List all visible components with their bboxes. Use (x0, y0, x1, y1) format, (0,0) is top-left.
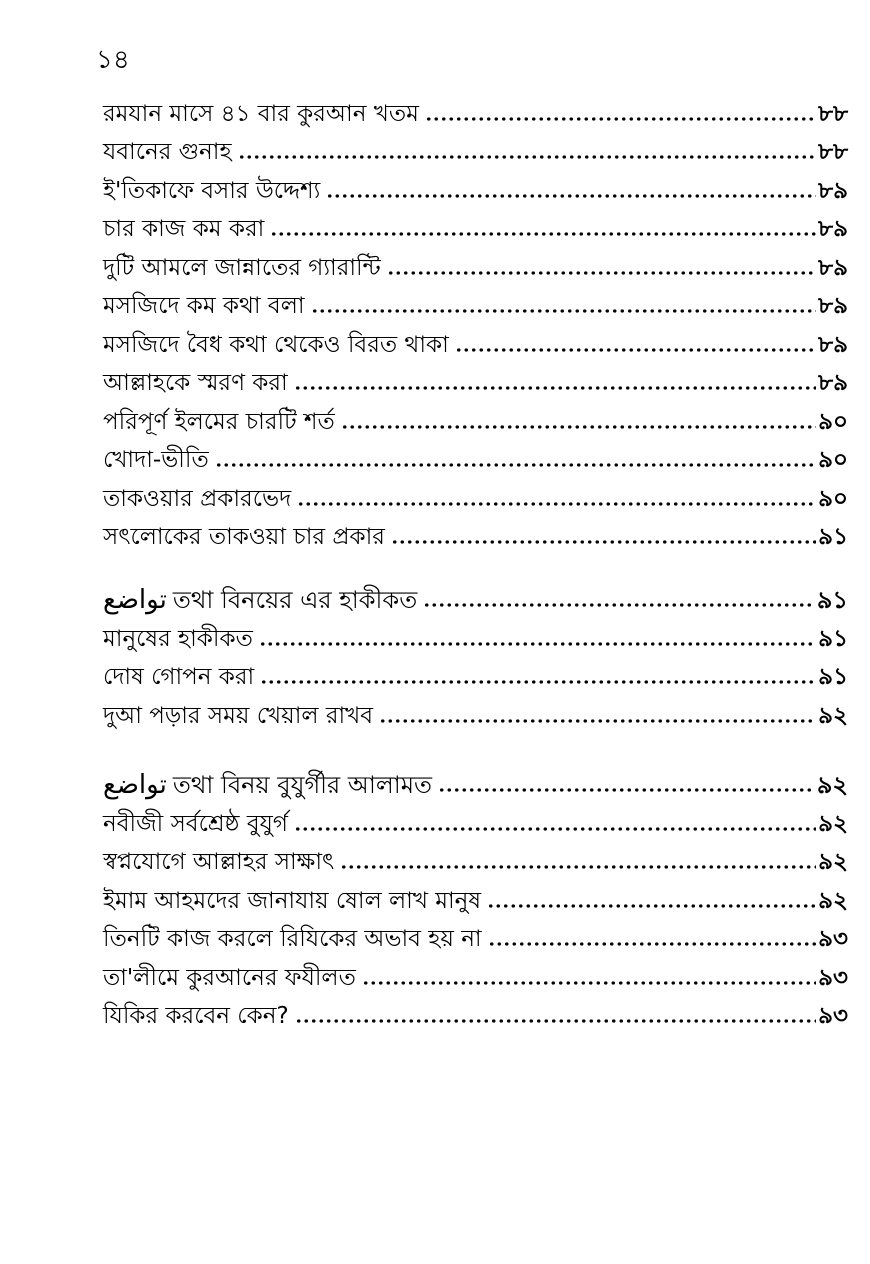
toc-entry-title: আল্লাহকে স্মরণ করা (103, 370, 288, 396)
toc-entry-page: ৯০ (818, 408, 848, 435)
dot-leader (297, 501, 816, 507)
toc-entry-title: ইমাম আহমদের জানাযায় ষোল লাখ মানুষ (103, 887, 482, 914)
toc-heading-title (103, 770, 438, 800)
toc-entry-page: ৯২ (818, 849, 848, 875)
toc-entry-page: ৯২ (818, 810, 848, 837)
toc-entry[interactable] (103, 800, 848, 839)
arabic-term: تواضع (103, 770, 167, 800)
dot-leader (379, 718, 816, 724)
page-number: ১৪ (96, 45, 130, 75)
toc-entry-title: তিনটি কাজ করলে রিযিকের অভাব হয় না (103, 926, 482, 952)
toc-entry-title: মসজিদে বৈধ কথা থেকেও বিরত থাকা (103, 331, 449, 358)
toc-entry-title: দুটি আমলে জান্নাতের গ্যারান্টি (103, 254, 381, 281)
toc-entry[interactable] (103, 615, 848, 654)
dot-leader (391, 539, 816, 545)
toc-entry-page: ৯১ (818, 664, 848, 690)
toc-entry[interactable] (103, 244, 848, 283)
toc-entry-page: ৯৩ (818, 964, 848, 991)
toc-entry[interactable] (103, 129, 848, 168)
toc-entry-title: তা'লীমে কুরআনের ফযীলত (103, 964, 356, 991)
toc-entry-title: ই'তিকাফে বসার উদ্দেশ্য (103, 177, 321, 204)
toc-entry-page: ৮৯ (818, 254, 848, 281)
toc-entry-title: যিকির করবেন কেন? (103, 1003, 289, 1029)
dot-leader (455, 347, 816, 353)
toc-entry[interactable] (103, 514, 848, 553)
toc-entry[interactable] (103, 167, 848, 206)
dot-leader (488, 941, 817, 947)
toc-entry[interactable] (103, 321, 848, 360)
toc-entry[interactable] (103, 475, 848, 514)
toc-entry-title: মানুষের হাকীকত (103, 625, 253, 652)
toc-section-heading[interactable] (103, 760, 848, 800)
dot-leader (294, 385, 816, 391)
toc-entry[interactable] (103, 206, 848, 245)
dot-leader (259, 641, 816, 647)
toc-entry[interactable] (103, 692, 848, 731)
dot-leader (311, 308, 817, 314)
toc-entry-title: রমযান মাসে ৪১ বার কুরআন খতম (103, 100, 419, 127)
toc-entry-title: মসজিদে কম কথা বলা (103, 293, 305, 319)
toc-entry-page: ৮৯ (818, 216, 848, 242)
toc-entry[interactable] (103, 283, 848, 322)
toc-entry[interactable] (103, 360, 848, 399)
toc-entry-title: যবানের গুনাহ (103, 139, 232, 165)
toc-entry-page: ৮৯ (818, 331, 848, 358)
toc-section-1 (103, 90, 848, 552)
toc-section-3 (103, 760, 848, 1031)
dot-leader (294, 826, 816, 832)
dot-leader (341, 424, 816, 430)
toc-entry-page: ৯১ (818, 625, 848, 652)
toc-entry-title: সৎলোকের তাকওয়া চার প্রকার (103, 524, 385, 550)
toc-entry-page: ৮৮ (818, 139, 848, 165)
toc-entry[interactable] (103, 654, 848, 693)
toc-entry-page: ৮৮ (818, 100, 848, 127)
toc-section-2 (103, 575, 848, 731)
dot-leader (425, 116, 816, 122)
dot-leader (340, 864, 816, 870)
dot-leader (438, 787, 815, 793)
dot-leader (295, 1018, 816, 1024)
toc-heading-title (103, 585, 423, 615)
toc-entry-title: স্বপ্নযোগে আল্লাহর সাক্ষাৎ (103, 849, 335, 875)
toc-entry-page: ৯২ (818, 702, 848, 729)
dot-leader (260, 679, 816, 685)
dot-leader (423, 602, 815, 608)
dot-leader (215, 462, 816, 468)
dot-leader (487, 903, 816, 909)
toc-entry-title: দোষ গোপন করা (103, 664, 255, 690)
dot-leader (326, 193, 816, 199)
toc-entry-title: দুআ পড়ার সময় খেয়াল রাখব (103, 702, 374, 729)
arabic-term: تواضع (103, 585, 167, 615)
toc-entry[interactable] (103, 877, 848, 916)
toc-entry-page: ৯২ (816, 771, 848, 799)
toc-entry-title: চার কাজ কম করা (103, 216, 265, 242)
toc-entry[interactable] (103, 916, 848, 955)
toc-entry-page: ৯০ (818, 485, 848, 512)
dot-leader (387, 270, 816, 276)
toc-entry-title: খোদা-ভীতি (103, 447, 209, 473)
dot-leader (270, 231, 816, 237)
toc-entry[interactable] (103, 993, 848, 1032)
toc-entry-page: ৯৩ (818, 1003, 848, 1029)
toc-entry[interactable] (103, 90, 848, 129)
toc-section-heading[interactable] (103, 575, 848, 615)
toc-entry[interactable] (103, 839, 848, 878)
toc-entry-page: ৯১ (818, 524, 848, 550)
toc-entry-page: ৮৯ (818, 370, 848, 396)
dot-leader (362, 980, 816, 986)
toc-entry-title: তাকওয়ার প্রকারভেদ (103, 485, 292, 512)
toc-entry-page: ৯২ (818, 887, 848, 914)
toc-entry-page: ৮৯ (818, 177, 848, 204)
toc-entry-page: ৯৩ (818, 926, 848, 952)
toc-entry-title: নবীজী সর্বশ্রেষ্ঠ বুযুর্গ (103, 810, 288, 837)
toc-entry-page: ৮৯ (818, 293, 848, 319)
toc-entry[interactable] (103, 437, 848, 476)
toc-heading-text: তথা বিনয় বুযুর্গীর আলামত (172, 771, 433, 799)
toc-entry-page: ৯১ (816, 586, 848, 614)
toc-entry[interactable] (103, 398, 848, 437)
toc-entry-page: ৯০ (818, 447, 848, 473)
toc-entry[interactable] (103, 954, 848, 993)
dot-leader (238, 154, 817, 160)
toc-heading-text: তথা বিনয়ের এর হাকীকত (172, 586, 418, 614)
toc-entry-title: পরিপূর্ণ ইলমের চারটি শর্ত (103, 408, 335, 435)
